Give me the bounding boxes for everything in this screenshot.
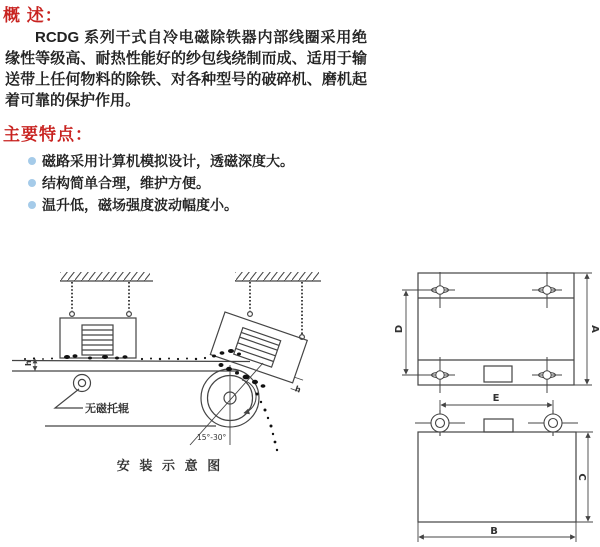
ceiling-mount-right	[235, 272, 321, 281]
eyebolt-icon	[532, 272, 562, 308]
suspension-chains-right	[250, 282, 302, 334]
feature-item	[28, 150, 368, 172]
dim-label-B: B	[490, 526, 498, 537]
dim-label-D: D	[394, 324, 405, 334]
front-view	[418, 419, 576, 522]
junction-box	[484, 366, 512, 382]
eyebolt-icon	[425, 272, 455, 308]
bullet-dot-icon	[28, 157, 36, 165]
features-heading: 主要特点：	[3, 125, 93, 144]
dimension-diagram	[390, 255, 600, 547]
magnet-tilted	[208, 312, 315, 391]
suspension-chains-left	[72, 282, 129, 311]
roller-label: 无磁托辊	[85, 402, 129, 415]
bullet-dot-icon	[28, 201, 36, 209]
hook-icon	[248, 312, 253, 317]
overview-heading: 概 述：	[3, 6, 63, 25]
gap-label-right: h	[293, 384, 303, 395]
overview-paragraph: RCDG 系列干式自冷电磁除铁器内部线圈采用绝缘性等级高、耐热性能好的纱包线绕制而成、适用于输送带上任何物料的除铁、对各种型号的破碎机、磨机起着可靠的保护作用。	[5, 29, 367, 109]
eyebolt-icon	[532, 357, 562, 393]
junction-box	[484, 419, 513, 432]
dim-label-C: C	[576, 473, 587, 481]
angle-label: 15°-30°	[197, 433, 227, 442]
idler-roller	[74, 375, 91, 392]
hook-icon	[70, 312, 75, 317]
feature-list	[28, 150, 368, 216]
feature-text: 温升低，磁场强度波动幅度小。	[42, 197, 238, 213]
installation-diagram	[5, 253, 335, 453]
bullet-dot-icon	[28, 179, 36, 187]
feature-text: 结构简单合理，维护方便。	[42, 175, 210, 191]
leader-line	[55, 389, 83, 408]
hook-icon	[127, 312, 132, 317]
gap-label-left: h	[24, 360, 33, 366]
magnet-horizontal	[60, 318, 136, 358]
installation-caption: 安 装 示 意 图	[116, 458, 224, 473]
dim-label-A: A	[589, 325, 600, 333]
conveyor-belt	[12, 361, 250, 372]
feature-item	[28, 172, 368, 194]
eyebolt-icon	[425, 357, 455, 393]
dim-label-E: E	[492, 393, 500, 404]
ceiling-mount-left	[60, 272, 153, 281]
feature-item	[28, 194, 368, 216]
feature-text: 磁路采用计算机模拟设计，透磁深度大。	[42, 153, 294, 169]
